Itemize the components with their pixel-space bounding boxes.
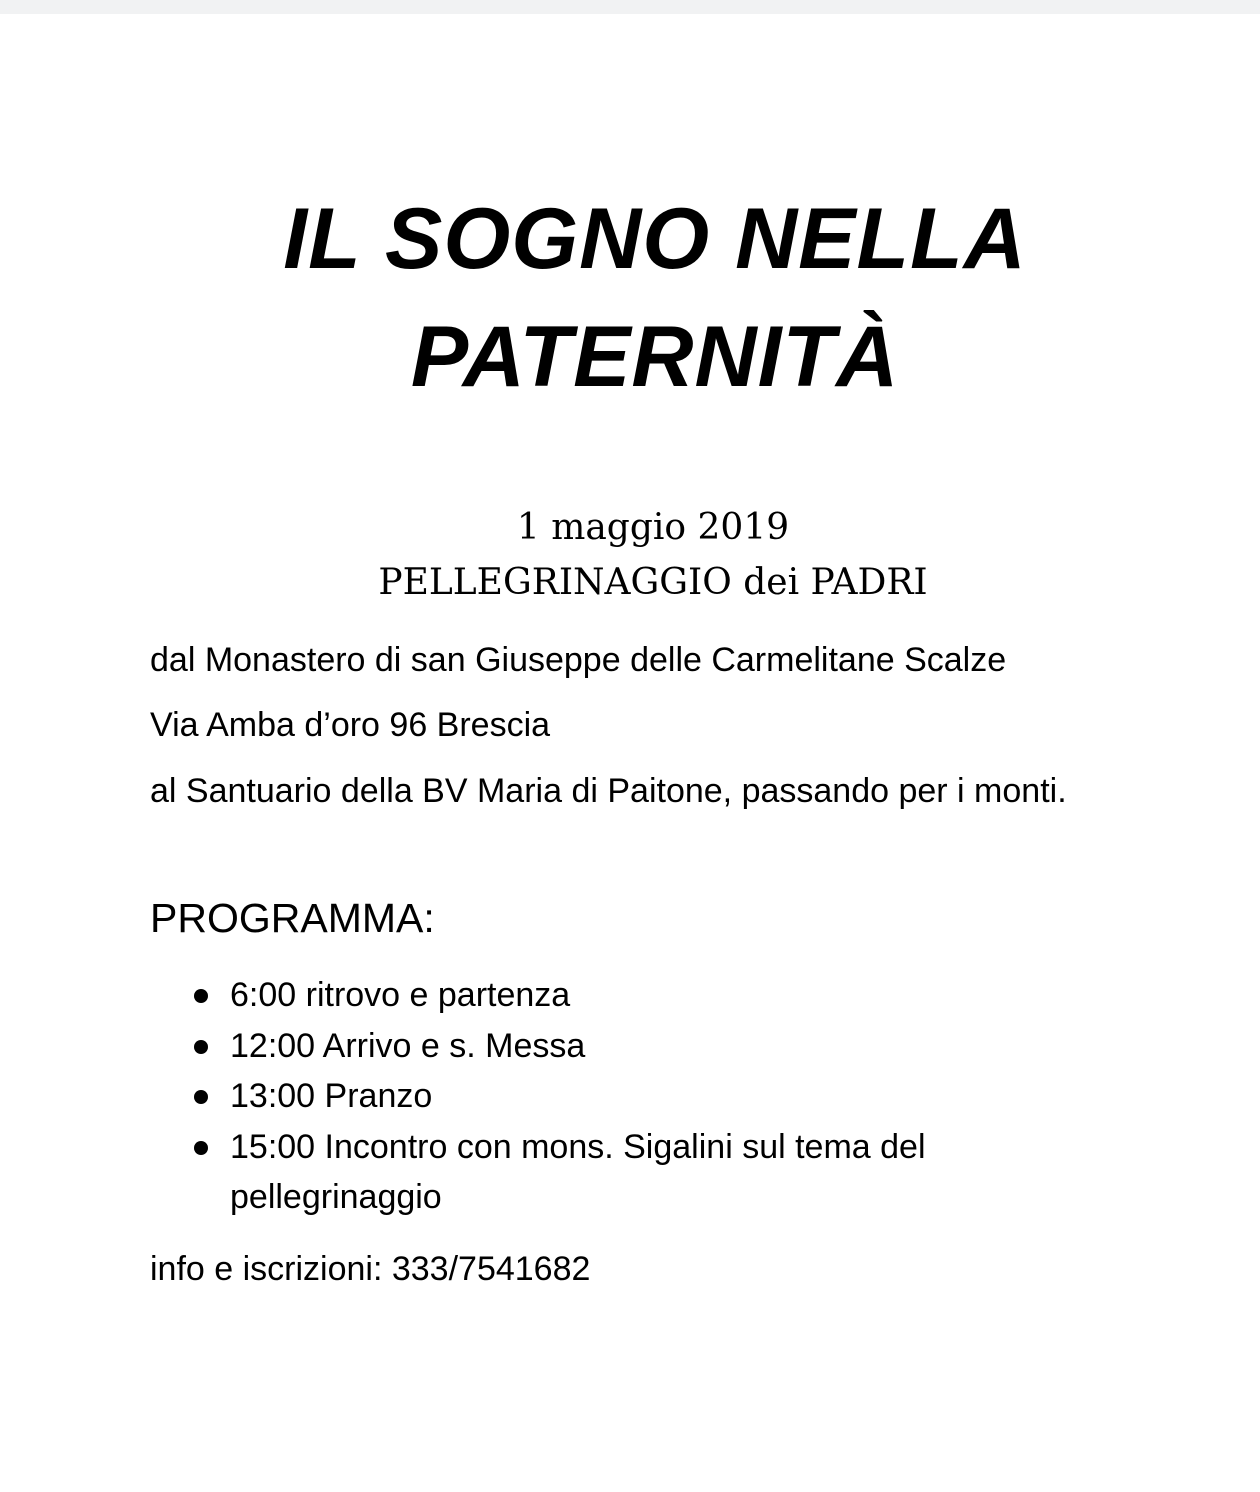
bullet-icon [194, 989, 208, 1003]
program-item-text: 13:00 Pranzo [230, 1077, 433, 1115]
program-heading: PROGRAMMA: [150, 895, 435, 941]
top-strip [0, 0, 1260, 14]
event-date: 1 maggio 2019 [516, 507, 790, 548]
program-item-text: 6:00 ritrovo e partenza [230, 976, 571, 1014]
list-item [150, 1021, 1050, 1072]
title-line-1: IL SOGNO NELLA [283, 191, 1027, 287]
route-address: Via Amba d’oro 96 Brescia [150, 706, 551, 744]
contact-info: info e iscrizioni: 333/7541682 [150, 1250, 591, 1288]
list-item [150, 970, 1050, 1021]
bullet-icon [194, 1141, 208, 1155]
event-name: PELLEGRINAGGIO dei PADRI [378, 562, 928, 603]
title-line-2: PATERNITÀ [410, 309, 900, 405]
route-from: dal Monastero di san Giuseppe delle Carmelitane Scalze [150, 641, 1007, 679]
page-title [0, 180, 1260, 416]
bullet-icon [194, 1040, 208, 1054]
event-header [0, 500, 1260, 610]
list-item [150, 1122, 1050, 1223]
list-item [150, 1071, 1050, 1122]
program-list [150, 970, 1050, 1223]
route-to: al Santuario della BV Maria di Paitone, passando per i monti. [150, 772, 1067, 810]
bullet-icon [194, 1090, 208, 1104]
program-item-text: 12:00 Arrivo e s. Messa [230, 1026, 586, 1065]
program-item-text: 15:00 Incontro con mons. Sigalini sul tema del pellegrinaggio [230, 1127, 926, 1216]
